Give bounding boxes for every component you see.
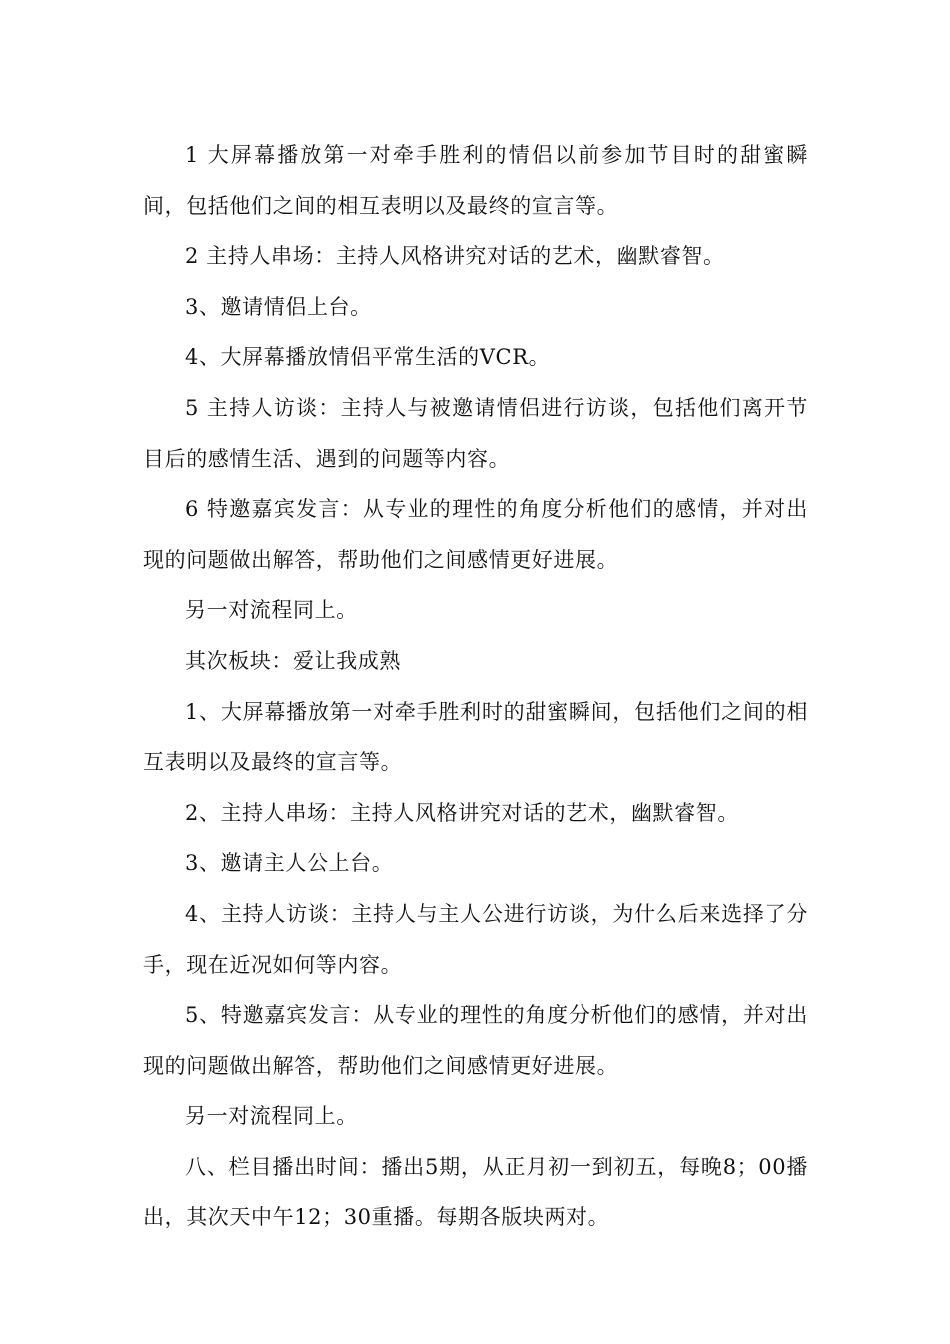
paragraph-14: 另一对流程同上。 bbox=[185, 1104, 358, 1129]
paragraph-1: 1 大屏幕播放第一对牵手胜利的情侣以前参加节目时的甜蜜瞬间，包括他们之间的相互表明以及最终的宣言等。 bbox=[143, 143, 808, 218]
paragraph-13: 5、特邀嘉宾发言：从专业的理性的角度分析他们的感情，并对出现的问题做出解答，帮助他们之间感情更好进展。 bbox=[143, 1003, 808, 1078]
paragraph-5: 5 主持人访谈：主持人与被邀请情侣进行访谈，包括他们离开节目后的感情生活、遇到的问题等内容。 bbox=[143, 395, 808, 471]
document-body bbox=[143, 130, 808, 1243]
paragraph-11: 3、邀请主人公上台。 bbox=[185, 851, 394, 876]
paragraph-9: 1、大屏幕播放第一对牵手胜利时的甜蜜瞬间，包括他们之间的相互表明以及最终的宣言等。 bbox=[143, 699, 808, 775]
paragraph-4: 4、大屏幕播放情侣平常生活的VCR。 bbox=[185, 345, 551, 370]
paragraph-12: 4、主持人访谈：主持人与主人公进行访谈，为什么后来选择了分手，现在近况如何等内容。 bbox=[143, 901, 808, 977]
paragraph-3: 3、邀请情侣上台。 bbox=[185, 294, 372, 319]
section-heading: 其次板块：爱让我成熟 bbox=[185, 648, 401, 673]
paragraph-10: 2、主持人串场：主持人风格讲究对话的艺术，幽默睿智。 bbox=[185, 800, 739, 825]
paragraph-6: 6 特邀嘉宾发言：从专业的理性的角度分析他们的感情，并对出现的问题做出解答，帮助他们之间感情更好进展。 bbox=[143, 497, 808, 572]
paragraph-15: 八、栏目播出时间：播出5期，从正月初一到初五，每晚8；00播出，其次天中午12；30重播。每期各版块两对。 bbox=[143, 1154, 808, 1230]
paragraph-2: 2 主持人串场：主持人风格讲究对话的艺术，幽默睿智。 bbox=[185, 244, 725, 269]
paragraph-7: 另一对流程同上。 bbox=[185, 598, 358, 623]
